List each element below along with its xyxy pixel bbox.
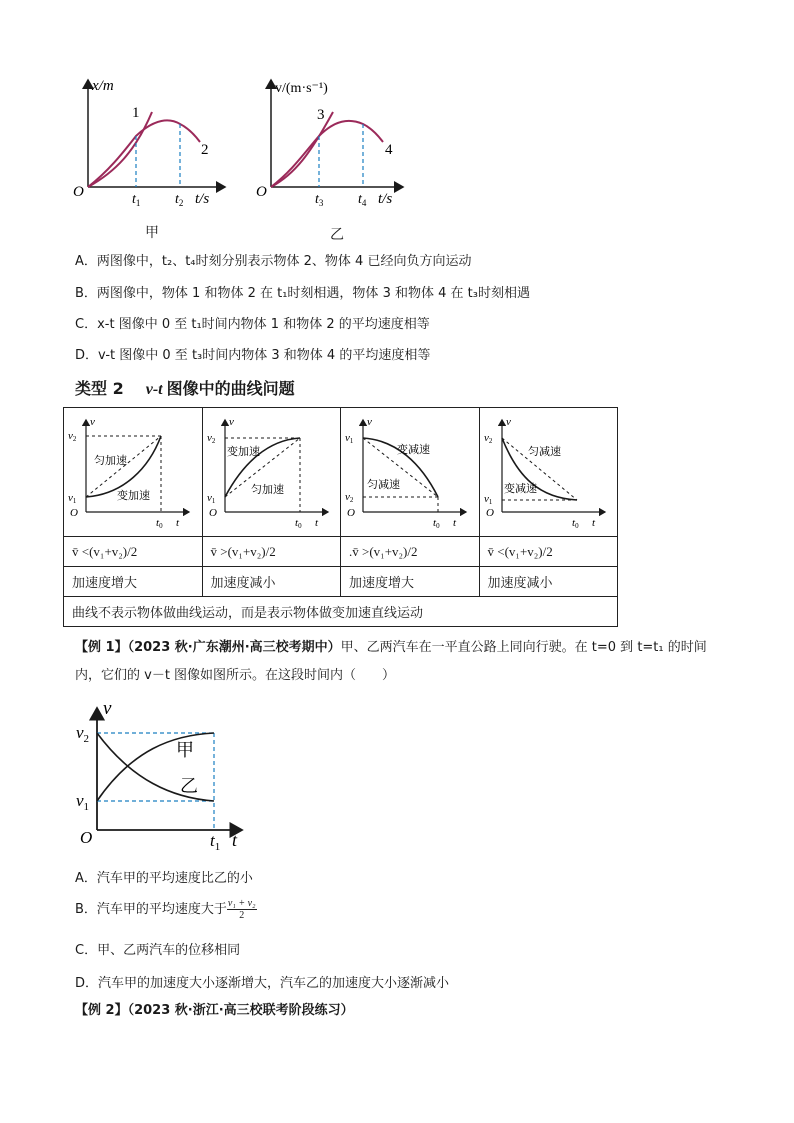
svg-text:t0: t0 <box>156 517 163 530</box>
curve-label-2: 2 <box>201 142 209 158</box>
avg-cell-3: .v̄ >(v₁+v₂)/2 <box>341 537 480 567</box>
svg-text:t: t <box>453 517 457 529</box>
svg-text:v: v <box>505 416 511 428</box>
svg-text:匀加速: 匀加速 <box>250 483 284 496</box>
label-yi: 乙 <box>180 776 198 797</box>
svg-text:v1: v1 <box>68 492 77 505</box>
accel-cell-3: 加速度增大 <box>341 567 480 597</box>
svg-text:O: O <box>347 507 355 519</box>
ex1-option-c: C．甲、乙两汽车的位移相同 <box>75 943 241 958</box>
option-d: D．v-t 图像中 0 至 t₃时间内物体 3 和物体 4 的平均速度相等 <box>75 348 431 363</box>
section-heading <box>75 376 295 399</box>
svg-text:t: t <box>591 517 595 529</box>
figure-vt <box>255 72 415 207</box>
svg-text:t: t <box>314 517 318 529</box>
svg-text:v2: v2 <box>345 491 354 504</box>
example-1-text: 甲、乙两汽车在一平直公路上同向行驶。在 t=0 到 t=t₁ 的时间内，它们的 v－t 图像如图所示。在这段时间内（ ） <box>75 640 707 683</box>
svg-text:v: v <box>367 416 372 428</box>
fraction: $\frac{\text{v₁ + v₂}}{2}$ <box>227 898 256 921</box>
svg-text:t: t <box>176 517 180 529</box>
svg-text:v1: v1 <box>345 432 354 445</box>
section-label: 类型 2 <box>75 379 124 398</box>
option-b: B．两图像中，物体 1 和物体 2 在 t₁时刻相遇，物体 3 和物体 4 在 t₃时刻相遇 <box>75 286 530 301</box>
svg-text:v1: v1 <box>206 492 215 505</box>
svg-text:t: t <box>232 830 238 850</box>
example-2-tag: 【例 2】（2023 秋·浙江·高三校联考阶段练习） <box>75 1003 354 1018</box>
svg-text:v2: $v_2$ <box>76 723 90 745</box>
svg-text:匀减速: 匀减速 <box>367 478 400 491</box>
svg-text:t/s: t/s <box>378 191 393 207</box>
svg-text:v: v <box>103 700 112 719</box>
avg-cell-4: v̄ <(v₁+v₂)/2 <box>479 537 618 567</box>
svg-text:O: O <box>485 507 494 519</box>
ex1-option-b: B．汽车甲的平均速度大于 $\frac{\text{v₁ + v₂}}{2}$ <box>75 898 256 921</box>
y-axis-label-v: v/(m·s⁻¹) <box>275 81 328 96</box>
example-2 <box>75 997 725 1025</box>
section-symbol: v-t <box>145 381 163 398</box>
svg-text:t0: t0 <box>571 517 579 530</box>
example-1-tag: 【例 1】（2023 秋·广东潮州·高三校考期中） <box>75 640 341 655</box>
svg-text:v: v <box>228 416 234 428</box>
svg-text:O: O <box>208 507 217 519</box>
accel-cell-4: 加速度减小 <box>479 567 618 597</box>
svg-text:v2: v2 <box>206 432 215 445</box>
caption-yi: 乙 <box>330 227 344 243</box>
svg-text:变加速: 变加速 <box>117 489 150 502</box>
x-axis-label: t/s <box>195 191 210 207</box>
avg-cell-2: v̄ >(v₁+v₂)/2 <box>202 537 341 567</box>
svg-text:O: O <box>70 507 78 519</box>
table-note: 曲线不表示物体做曲线运动，而是表示物体做变加速直线运动 <box>64 597 618 627</box>
graph-cell-3 <box>341 408 480 537</box>
y-axis-label: x/m <box>92 78 114 94</box>
vt-curve-table <box>63 407 618 627</box>
avg-cell-1: v̄ <(v₁+v₂)/2 <box>64 537 203 567</box>
svg-text:t0: t0 <box>433 517 440 530</box>
svg-text:v1: v1 <box>483 493 492 506</box>
example-1-figure <box>72 700 252 860</box>
option-a: A．两图像中，t₂、t₄时刻分别表示物体 2、物体 4 已经向负方向运动 <box>75 254 472 269</box>
graph-cell-2 <box>202 408 341 537</box>
svg-text:变加速: 变加速 <box>226 445 260 458</box>
graph-cell-1 <box>64 408 203 537</box>
caption-jia: 甲 <box>145 225 159 241</box>
curve-1 <box>88 112 152 187</box>
svg-text:t1: $t_1$ <box>210 831 221 853</box>
svg-text:变减速: 变减速 <box>397 443 430 456</box>
svg-text:匀加速: 匀加速 <box>94 454 127 467</box>
curve-4 <box>271 121 383 187</box>
svg-text:O: O <box>256 184 267 200</box>
svg-text:O: O <box>80 828 93 847</box>
option-c: C．x-t 图像中 0 至 t₁时间内物体 1 和物体 2 的平均速度相等 <box>75 317 430 332</box>
curve-label-4: 4 <box>385 142 393 158</box>
curve-label-3: 3 <box>317 107 325 123</box>
tick-t2: $t_2$ <box>175 192 184 207</box>
tick-t1: $t_1$ <box>132 192 141 207</box>
svg-text:v2: v2 <box>68 430 77 443</box>
section-title: 图像中的曲线问题 <box>166 379 295 398</box>
ex1-option-a: A．汽车甲的平均速度比乙的小 <box>75 871 253 886</box>
curve-label-1: 1 <box>132 105 140 121</box>
svg-text:变减速: 变减速 <box>503 482 537 495</box>
graph-cell-4 <box>479 408 618 537</box>
svg-text:t4: $t_4$ <box>358 192 367 207</box>
ex1-option-d: D．汽车甲的加速度大小逐渐增大，汽车乙的加速度大小逐渐减小 <box>75 976 450 991</box>
accel-cell-1: 加速度增大 <box>64 567 203 597</box>
origin-label: O <box>73 184 84 200</box>
figure-xt <box>70 72 230 207</box>
accel-cell-2: 加速度减小 <box>202 567 341 597</box>
svg-text:t3: $t_3$ <box>315 192 324 207</box>
example-1 <box>75 634 725 690</box>
svg-text:t0: t0 <box>294 517 302 530</box>
svg-text:匀减速: 匀减速 <box>527 445 561 458</box>
svg-text:v: v <box>90 416 95 428</box>
svg-text:v2: v2 <box>483 432 492 445</box>
label-jia: 甲 <box>176 740 194 761</box>
curve-3 <box>271 112 333 187</box>
svg-text:v1: $v_1$ <box>76 791 90 813</box>
